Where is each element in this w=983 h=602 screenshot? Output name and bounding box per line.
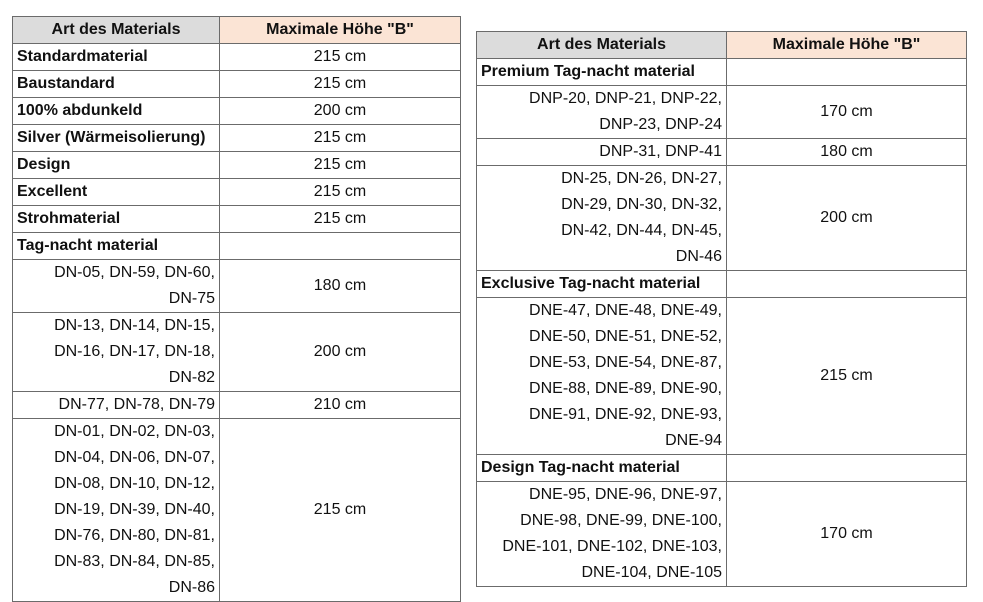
- table-row: [477, 139, 967, 166]
- table-row: [13, 71, 461, 98]
- material-name: 100% abdunkeld: [13, 98, 220, 125]
- left-table: [12, 16, 461, 602]
- table-row: [477, 298, 967, 455]
- code-line: DN-19, DN-39, DN-40,: [54, 501, 215, 518]
- group-title-row: [477, 455, 967, 482]
- table-row: [477, 482, 967, 587]
- group-title-row: [477, 59, 967, 86]
- code-line: DN-05, DN-59, DN-60,: [54, 264, 215, 281]
- max-height-value: 215 cm: [220, 152, 461, 179]
- material-name: Excellent: [13, 179, 220, 206]
- code-line: DNP-20, DNP-21, DNP-22,: [529, 90, 722, 107]
- max-height-value: 215 cm: [727, 298, 967, 455]
- code-line: DN-25, DN-26, DN-27,: [561, 170, 722, 187]
- code-line: DN-82: [168, 369, 215, 386]
- empty-cell: [220, 233, 461, 260]
- code-line: DN-08, DN-10, DN-12,: [54, 475, 215, 492]
- code-line: DNE-94: [665, 432, 722, 449]
- table-row: [477, 86, 967, 139]
- material-codes: [477, 298, 727, 455]
- max-height-value: 170 cm: [727, 482, 967, 587]
- right-table-body: [477, 59, 967, 587]
- max-height-value: 215 cm: [220, 44, 461, 71]
- header-material: Art des Materials: [13, 17, 220, 44]
- material-name: Standardmaterial: [13, 44, 220, 71]
- material-codes: [477, 86, 727, 139]
- code-line: DNE-91, DNE-92, DNE-93,: [529, 406, 722, 423]
- code-line: DNE-98, DNE-99, DNE-100,: [520, 512, 722, 529]
- material-codes: [477, 166, 727, 271]
- code-line: DN-01, DN-02, DN-03,: [54, 423, 215, 440]
- max-height-value: 180 cm: [727, 139, 967, 166]
- material-codes: [477, 139, 727, 166]
- empty-cell: [727, 271, 967, 298]
- code-line: DNP-23, DNP-24: [599, 116, 722, 133]
- table-row: [13, 392, 461, 419]
- material-name: Strohmaterial: [13, 206, 220, 233]
- code-line: DNE-95, DNE-96, DNE-97,: [529, 486, 722, 503]
- max-height-value: 215 cm: [220, 125, 461, 152]
- material-codes: [477, 482, 727, 587]
- table-row: [13, 44, 461, 71]
- code-line: DN-86: [168, 579, 215, 596]
- material-name: Design: [13, 152, 220, 179]
- code-line: DN-75: [168, 290, 215, 307]
- code-line: DNE-50, DNE-51, DNE-52,: [529, 328, 722, 345]
- material-codes: [13, 313, 220, 392]
- max-height-value: 215 cm: [220, 206, 461, 233]
- material-group-title: Exclusive Tag-nacht material: [477, 271, 727, 298]
- max-height-value: 215 cm: [220, 419, 461, 602]
- max-height-value: 215 cm: [220, 179, 461, 206]
- header-max-height: Maximale Höhe "B": [220, 17, 461, 44]
- table-row: [13, 125, 461, 152]
- code-line: DN-42, DN-44, DN-45,: [561, 222, 722, 239]
- code-line: DN-13, DN-14, DN-15,: [54, 317, 215, 334]
- header-max-height: Maximale Höhe "B": [727, 32, 967, 59]
- table-row: [13, 260, 461, 313]
- material-codes: [13, 419, 220, 602]
- table-row: [477, 166, 967, 271]
- code-line: DNP-31, DNP-41: [599, 143, 722, 160]
- code-line: DNE-47, DNE-48, DNE-49,: [529, 302, 722, 319]
- code-line: DN-77, DN-78, DN-79: [58, 396, 215, 413]
- code-line: DN-76, DN-80, DN-81,: [54, 527, 215, 544]
- code-line: DNE-104, DNE-105: [581, 564, 722, 581]
- max-height-value: 170 cm: [727, 86, 967, 139]
- group-title-row: [13, 233, 461, 260]
- left-table-body: [13, 44, 461, 602]
- max-height-value: 200 cm: [220, 98, 461, 125]
- empty-cell: [727, 59, 967, 86]
- code-line: DN-29, DN-30, DN-32,: [561, 196, 722, 213]
- code-line: DNE-88, DNE-89, DNE-90,: [529, 380, 722, 397]
- code-line: DNE-53, DNE-54, DNE-87,: [529, 354, 722, 371]
- table-row: [13, 313, 461, 392]
- max-height-value: 200 cm: [220, 313, 461, 392]
- code-line: DN-04, DN-06, DN-07,: [54, 449, 215, 466]
- table-row: [13, 419, 461, 602]
- material-group-title: Premium Tag-nacht material: [477, 59, 727, 86]
- right-table: [476, 31, 967, 587]
- max-height-value: 200 cm: [727, 166, 967, 271]
- header-material: Art des Materials: [477, 32, 727, 59]
- table-row: [13, 152, 461, 179]
- material-name: Baustandard: [13, 71, 220, 98]
- code-line: DNE-101, DNE-102, DNE-103,: [502, 538, 722, 555]
- max-height-value: 215 cm: [220, 71, 461, 98]
- material-codes: [13, 392, 220, 419]
- material-codes: [13, 260, 220, 313]
- max-height-value: 210 cm: [220, 392, 461, 419]
- material-group-title: Design Tag-nacht material: [477, 455, 727, 482]
- code-line: DN-16, DN-17, DN-18,: [54, 343, 215, 360]
- empty-cell: [727, 455, 967, 482]
- table-row: [13, 206, 461, 233]
- table-row: [13, 179, 461, 206]
- material-group-title: Tag-nacht material: [13, 233, 220, 260]
- group-title-row: [477, 271, 967, 298]
- max-height-value: 180 cm: [220, 260, 461, 313]
- code-line: DN-83, DN-84, DN-85,: [54, 553, 215, 570]
- code-line: DN-46: [675, 248, 722, 265]
- table-row: [13, 98, 461, 125]
- material-name: Silver (Wärmeisolierung): [13, 125, 220, 152]
